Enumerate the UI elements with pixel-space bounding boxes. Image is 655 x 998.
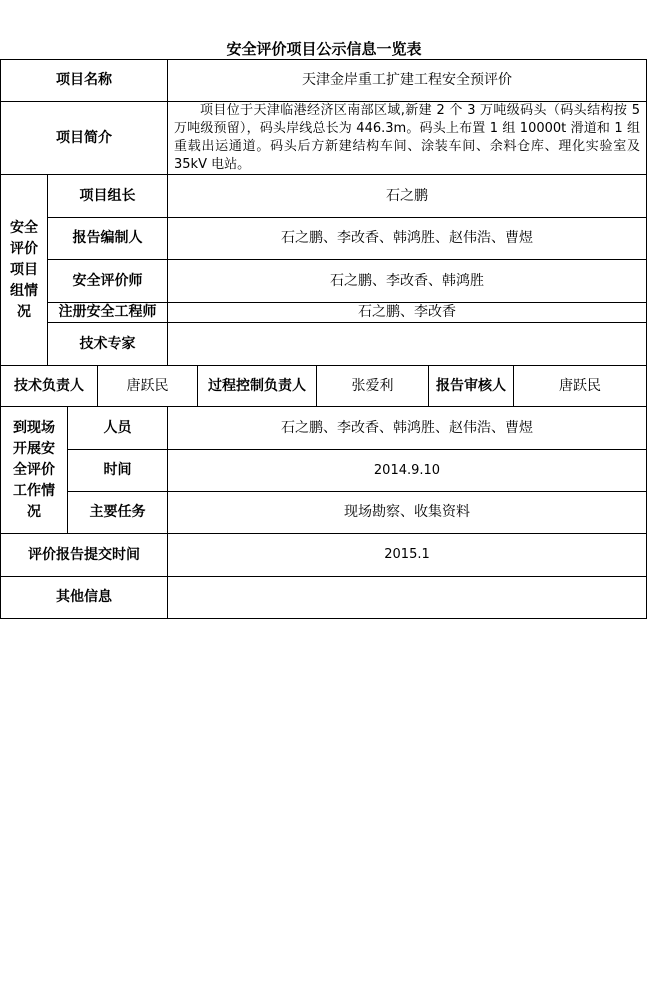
engineers-label: 注册安全工程师	[58, 304, 157, 321]
site-task-value: 现场勘察、收集资料	[344, 504, 470, 521]
project-name-label: 项目名称	[56, 72, 112, 89]
experts-value	[168, 323, 646, 365]
project-name-value: 天津金岸重工扩建工程安全预评价	[302, 72, 512, 89]
compilers-label: 报告编制人	[72, 230, 143, 247]
project-intro-label: 项目简介	[56, 129, 112, 146]
page-title: 安全评价项目公示信息一览表	[226, 40, 422, 58]
site-task-label: 主要任务	[89, 504, 146, 521]
evaluators-value: 石之鹏、李改香、韩鸿胜	[330, 272, 484, 289]
tech-lead-value: 唐跃民	[126, 377, 169, 394]
reviewer-label: 报告审核人	[436, 377, 506, 394]
team-group-label: 安全评价项目组情况	[10, 219, 38, 320]
process-control-label: 过程控制负责人	[208, 377, 306, 394]
other-info-label: 其他信息	[56, 589, 112, 606]
site-time-label: 时间	[103, 462, 132, 479]
leader-value: 石之鹏	[386, 187, 428, 204]
project-intro-value: 项目位于天津临港经济区南部区域,新建 2 个 3 万吨级码头（码头结构按 5 万吨级预留），码头岸线总长为 446.3m。码头上布置 1 组 10000t 滑道和 1 组重载出运通道。码头后方新建结构车间、涂装车间、余料仓库、理化实验室及 35kV 电站。	[174, 103, 640, 172]
reviewer-value: 唐跃民	[559, 377, 601, 394]
engineers-value: 石之鹏、李改香	[358, 304, 456, 321]
tech-lead-label: 技术负责人	[14, 377, 84, 394]
submit-time-value: 2015.1	[384, 547, 430, 563]
leader-label: 项目组长	[79, 187, 136, 204]
site-time-value: 2014.9.10	[373, 462, 441, 478]
evaluators-label: 安全评价师	[72, 272, 143, 289]
compilers-value: 石之鹏、李改香、韩鸿胜、赵伟浩、曹煜	[281, 230, 533, 247]
submit-time-label: 评价报告提交时间	[28, 546, 140, 563]
experts-label: 技术专家	[79, 335, 136, 352]
other-info-value	[168, 577, 646, 618]
site-people-value: 石之鹏、李改香、韩鸿胜、赵伟浩、曹煜	[281, 419, 533, 436]
process-control-value: 张爱利	[351, 377, 394, 394]
site-people-label: 人员	[103, 419, 132, 436]
site-group-label: 到现场开展安全评价工作情况	[13, 419, 55, 520]
